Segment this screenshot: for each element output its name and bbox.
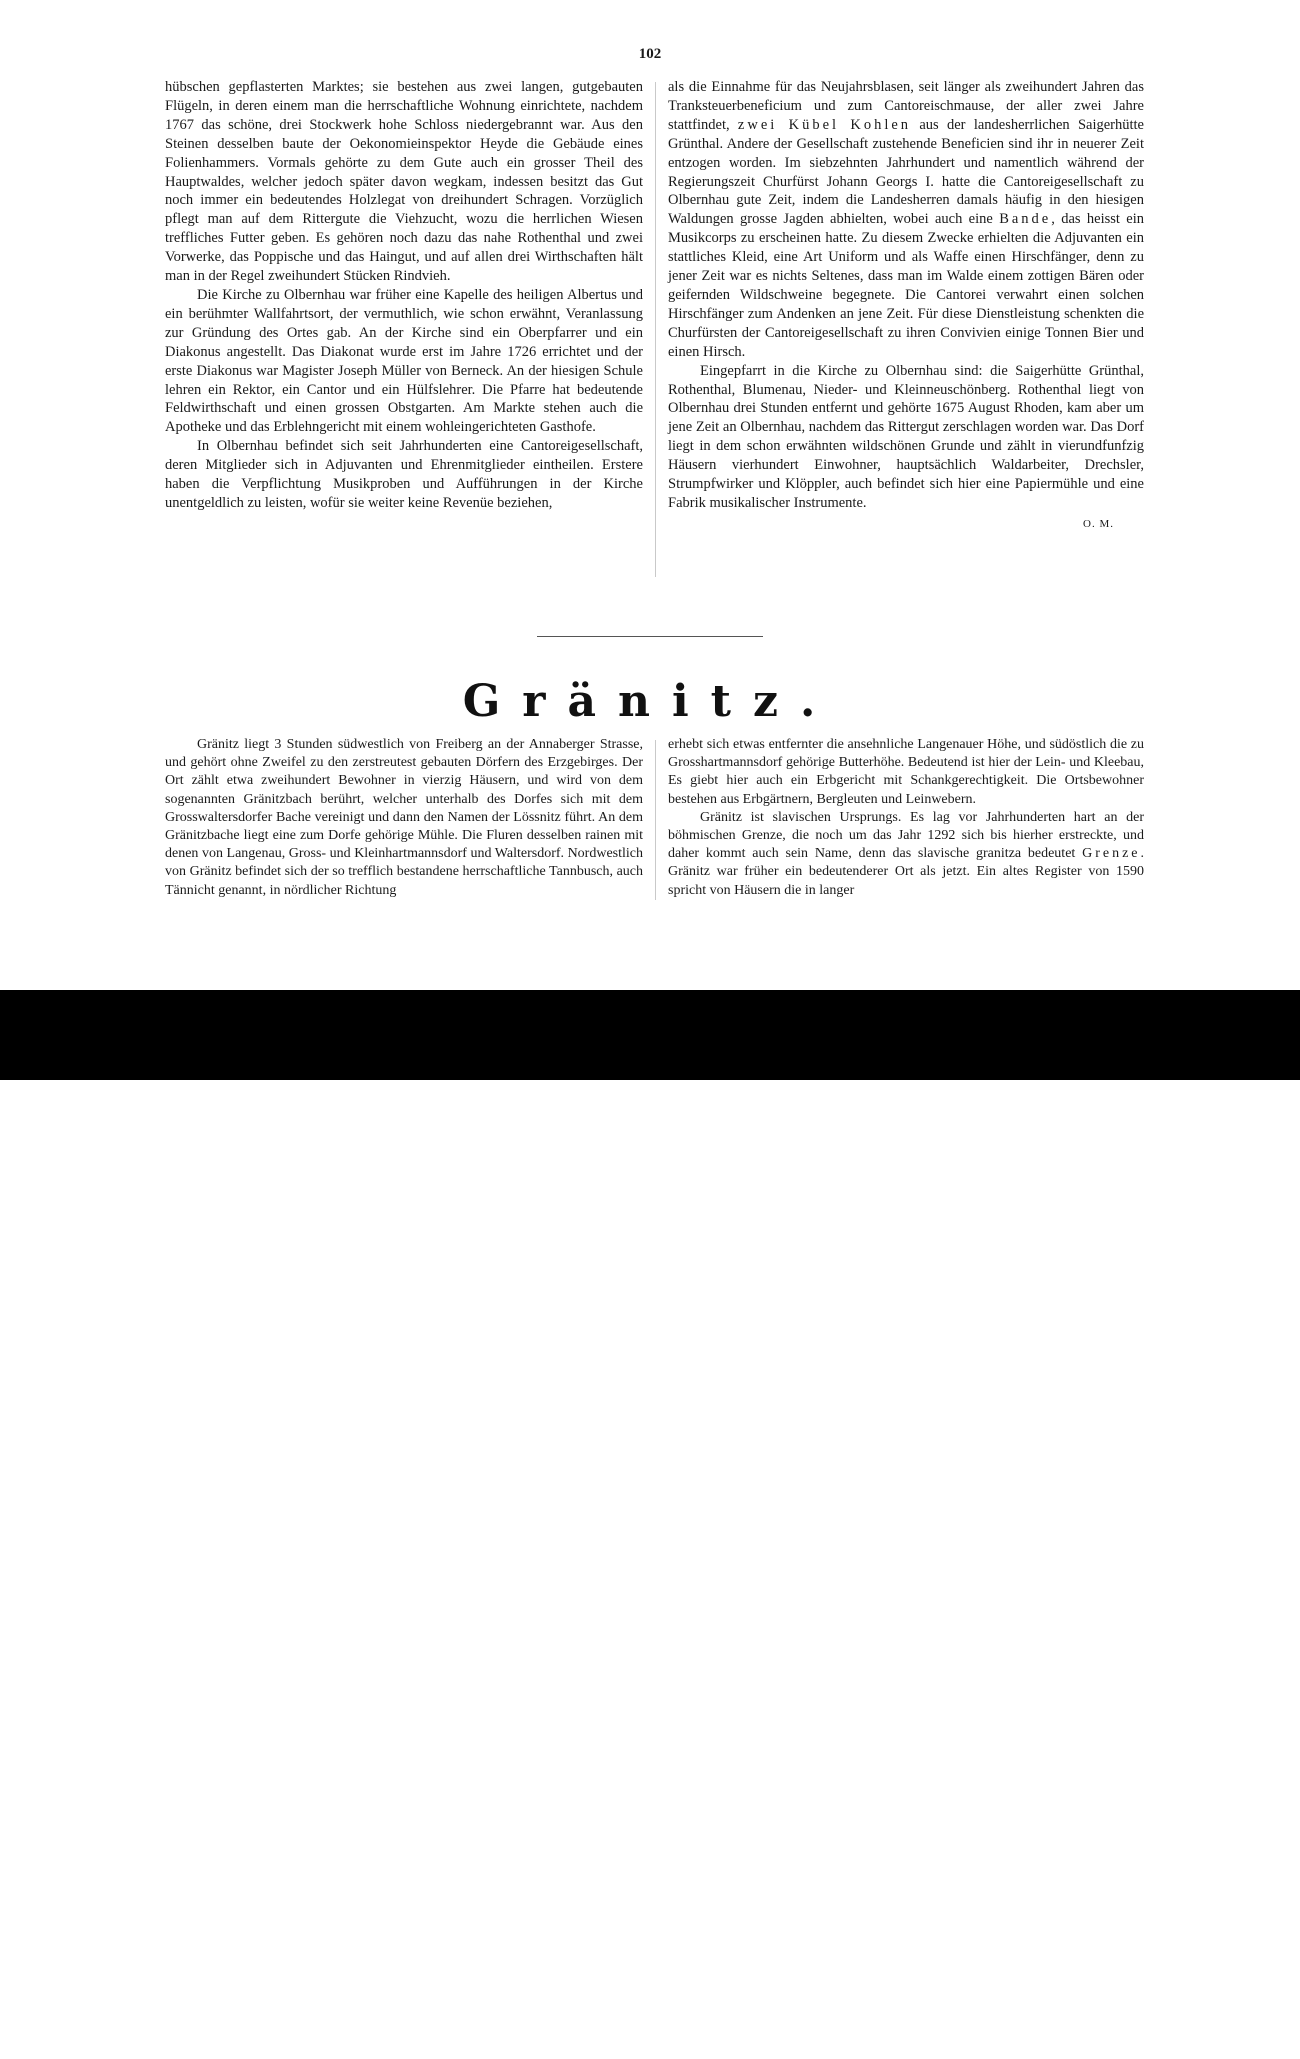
author-signature: O. M. [1083,517,1114,530]
text-run: Gränitz ist slavischen Ursprungs. Es lag vor Jahrhunderten hart an der böhmischen Grenze, die noch um das Jahr 1292 sich bis hierher erstreckte, und daher kommt auch sein Name, denn das slavische granitza bedeutet [668,809,1144,862]
stock-url: www.alamy.com [1142,2042,1250,2059]
page-number: 102 [638,46,662,62]
left-column [165,78,643,513]
section-title: Gränitz. [462,676,838,727]
text-run: als die Einnahme für das Neujahrsblasen, seit länger als zweihundert Jahren das Tranksteuerbeneficium und zum Cantoreischmause, der aller zwei Jahre stattfindet, [668,79,1144,133]
paragraph: erhebt sich etwas entfernter die ansehnliche Langenauer Höhe, und südöstlich die zu Grosshartmannsdorf gehörige Butterhöhe. Bedeutend ist hier der Lein- und Kleebau, Es giebt hier auch ein Erbgericht mit Schankgerechtigkeit. Die Ortsbewohner bestehen aus Erbgärtnern, Bergleuten und Leinwebern. [668,737,1144,807]
section-divider [537,636,763,637]
text-run: . Gränitz war früher ein bedeutenderer Ort als jetzt. Ein altes Register von 1590 spricht von Häusern die in langer [668,846,1144,898]
paragraph: hübschen gepflasterten Marktes; sie bestehen aus zwei langen, gutgebauten Flügeln, in deren einem man die herrschaftliche Wohnung einrichtete, nachdem 1767 das schöne, drei Stockwerk hohe Schloss niedergebrannt war. Aus den Steinen desselben baute der Oekonomieinspektor Heyde die Gebäude eines Folienhammers. Vormals gehörte zu dem Gute auch ein grosser Theil des Hauptwaldes, welcher jedoch später davon wegkam, indessen besitzt das Gut noch immer ein bedeutendes Holzlegat von dreihundert Schragen. Vorzüglich pflegt man auf dem Rittergute die Viehzucht, wozu die herrlichen Wiesen treffliches Futter geben. Es gehören noch dazu das nahe Rothenthal und zwei Vorwerke, das Poppische und das Haingut, und auf allen drei Wirthschaften hält man in der Regel zweihundert Stücken Rindvieh. [165,79,643,285]
spaced-emphasis: Bande [999,211,1052,228]
paragraph [668,78,1144,362]
alamy-logo: alamy [54,1994,197,2052]
watermark-footer [0,990,1300,2059]
text-run: , das heisst ein Musikcorps zu erscheinen hatte. Zu diesem Zwecke erhielten die Adjuvanten ein stattliches Kleid, eine Art Uniform und als Waffe einen Hirschfänger, denn zu jener Zeit war es nichts Seltenes, dass man im Walde einem zottigen Bären oder geifernden Wildschweine begegnete. Die Cantorei verwahrt einen solchen Hirschfänger zum Andenken an jene Zeit. Für diese Dienstleistung schenkten die Churfürsten der Cantoreigesellschaft zu ihren Convivien einige Tonnen Bier und einen Hirsch. [668,211,1144,360]
column-divider [655,82,656,577]
paragraph [668,809,1144,900]
spaced-emphasis: zwei Kübel Kohlen [737,116,912,133]
paragraph: Die Kirche zu Olbernhau war früher eine Kapelle des heiligen Albertus und ein berühmter Wallfahrtsort, der vermuthlich, wie schon erwähnt, Veranlassung zur Gründung des Ortes gab. An der Kirche sind ein Oberpfarrer und ein Diakonus angestellt. Das Diakonat wurde erst im Jahre 1726 errichtet und der erste Diakonus war Magister Joseph Müller von Berneck. An der hiesigen Schule lehren ein Rektor, ein Cantor und ein Hülfslehrer. Die Pfarre hat bedeutende Feldwirthschaft und einen grossen Obstgarten. Am Markte stehen auch die Apotheke und das Erblehngericht mit einem wohleingerichteten Gasthofe. [165,286,643,436]
paragraph: In Olbernhau befindet sich seit Jahrhunderten eine Cantoreigesellschaft, deren Mitglieder sich in Adjuvanten und Ehrenmitglieder eintheilen. Erstere haben die Verpflichtung Musikproben und Aufführungen in der Kirche unentgeldlich zu leisten, wofür sie weiter keine Revenüe beziehen, [165,438,643,511]
image-id: Image ID: 2F4XHYX [1114,2019,1250,2036]
right-column [668,78,1144,534]
bottom-left-column [165,736,643,900]
paragraph: Eingepfarrt in die Kirche zu Olbernhau sind: die Saigerhütte Grünthal, Rothenthal, Blumenau, Nieder- und Kleinneuschönberg. Rothenthal liegt von Olbernhau drei Stunden entfernt und gehörte 1675 August Rhoden, kam aber um jene Zeit an Olbernhau, nachdem das Rittergut zerschlagen worden war. Das Dorf liegt in dem schon erwähnten wildschönen Grunde und zählt in vierundfunfzig Häusern vierhundert Einwohner, hauptsächlich Waldarbeiter, Drechsler, Strumpfwirker und Klöppler, auch befindet sich hier eine Papiermühle und eine Fabrik musikalischer Instrumente. [668,362,1144,511]
scanned-page [0,0,1300,990]
text-run: aus der landesherrlichen Saigerhütte Grünthal. Andere der Gesellschaft zustehende Beneficien sind ihr in neuerer Zeit entzogen worden. Im siebzehnten Jahrhundert und namentlich während der Regierungszeit Churfürst Johann Georgs I. hatte die Cantoreigesellschaft zu Olbernhau gute Zeit, indem die Landesherren damals häufig in den hiesigen Waldungen grosse Jagden abhielten, wobei auch eine [668,116,1144,228]
column-divider [655,740,656,900]
paragraph: Gränitz liegt 3 Stunden südwestlich von Freiberg an der Annaberger Strasse, und gehört ohne Zweifel zu den zerstreutest gebauten Dörfern des Erzgebirges. Der Ort zählt etwa zweihundert Bewohner in vierzig Häusern, und wird von dem sogenannten Gränitzbach berührt, welcher unterhalb des Dorfes sich mit dem Grosswaltersdorfer Bache vereinigt und dann den Namen der Lössnitz führt. An dem Gränitzbache liegt eine zum Dorfe gehörige Mühle. Die Fluren desselben rainen mit denen von Langenau, Gross- und Kleinhartmannsdorf und Waltersdorf. Nordwestlich von Gränitz befindet sich der so trefflich bestandene herrschaftliche Tannbusch, auch Tännicht genannt, in nördlicher Richtung [165,737,643,898]
spaced-emphasis: Grenze [1082,846,1141,862]
bottom-right-column [668,736,1144,900]
